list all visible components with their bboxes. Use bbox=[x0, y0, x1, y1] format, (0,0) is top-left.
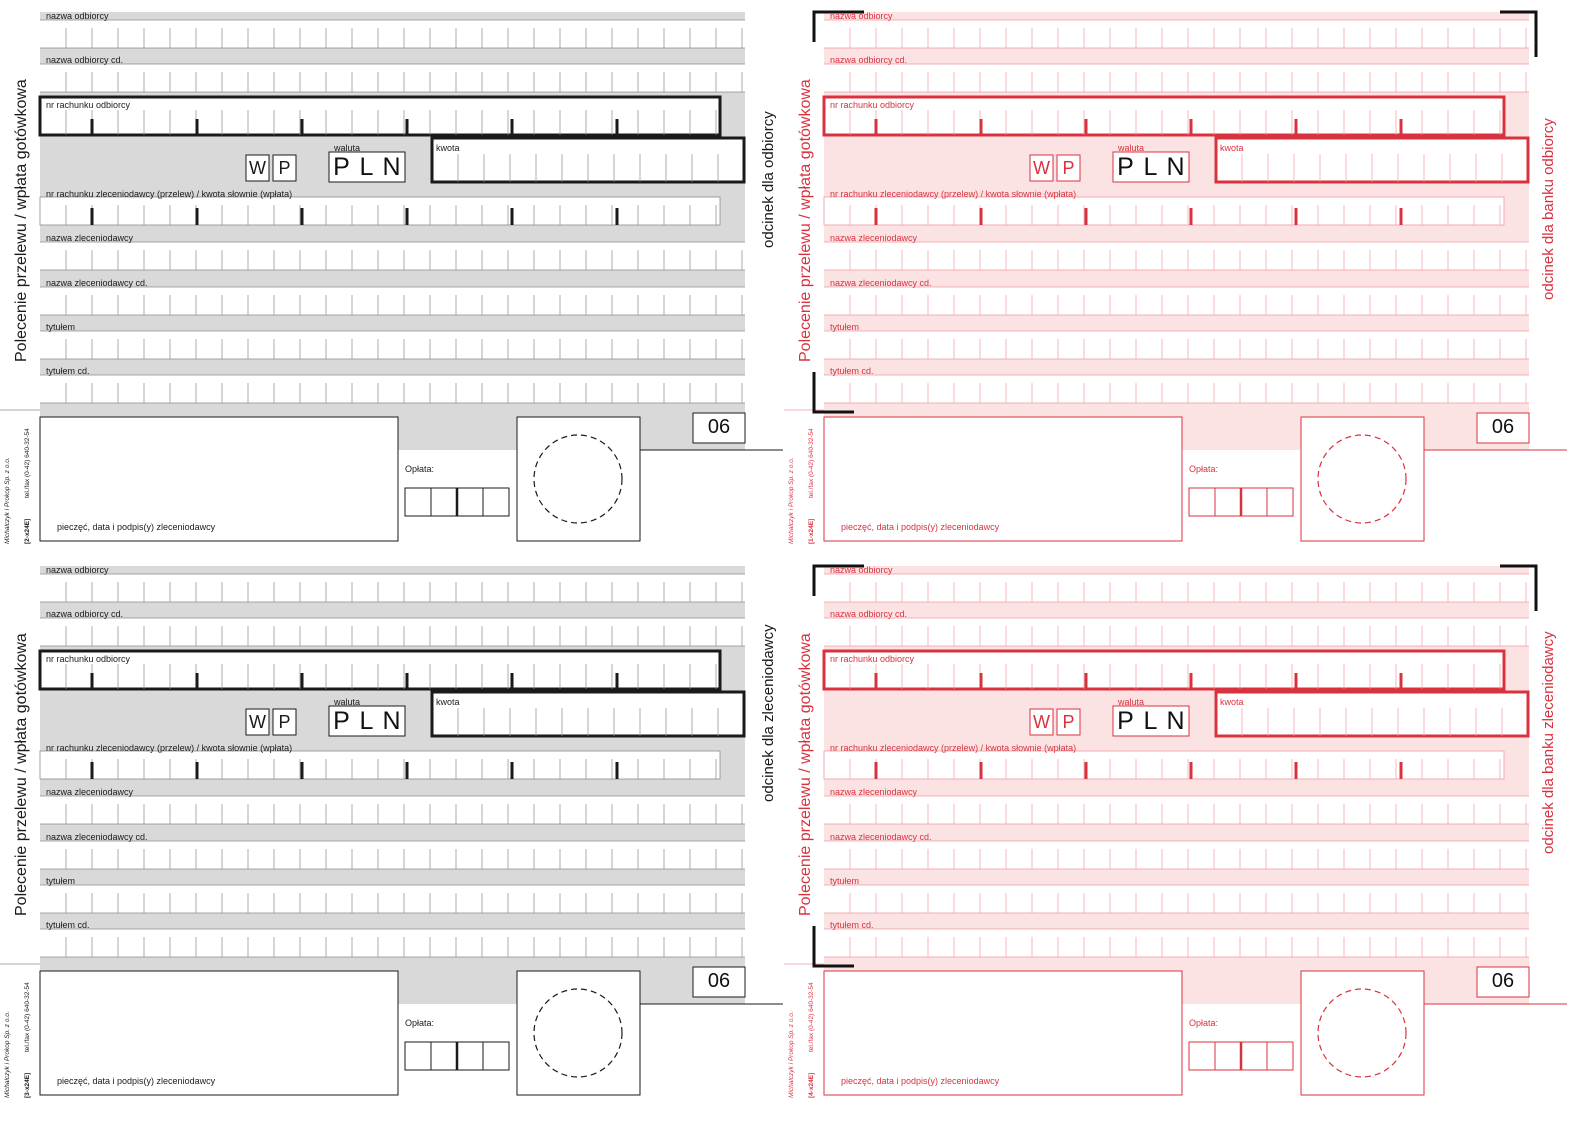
field-label: tytułem cd. bbox=[830, 920, 874, 930]
field-label: nazwa zleceniodawcy cd. bbox=[46, 278, 148, 288]
char-row bbox=[40, 618, 745, 646]
field-label: tytułem bbox=[830, 876, 860, 886]
field-label: nazwa odbiorcy bbox=[830, 11, 893, 21]
imprint-code: [4-x24E] bbox=[808, 1072, 815, 1098]
transfer-type-p[interactable]: P bbox=[278, 712, 291, 732]
transfer-type-p[interactable]: P bbox=[1062, 712, 1075, 732]
transfer-type-p[interactable]: P bbox=[278, 158, 291, 178]
field-label: nazwa odbiorcy cd. bbox=[830, 55, 908, 65]
field-label: nr rachunku odbiorcy bbox=[46, 100, 131, 110]
char-row bbox=[824, 331, 1529, 359]
form-code: 06 bbox=[1491, 416, 1515, 438]
field-label: nr rachunku odbiorcy bbox=[830, 654, 915, 664]
transfer-type-w[interactable]: W bbox=[249, 712, 266, 732]
char-row bbox=[40, 885, 745, 913]
imprint-company: Michalczyk i Prokop Sp. z o.o. bbox=[788, 1011, 795, 1098]
currency-letter: P bbox=[1117, 707, 1134, 735]
currency-letter: N bbox=[382, 153, 401, 181]
field-label: nazwa zleceniodawcy bbox=[830, 233, 918, 243]
char-row bbox=[824, 929, 1529, 957]
char-row bbox=[824, 618, 1529, 646]
fee-label: Opłata: bbox=[1189, 1018, 1219, 1028]
imprint-code: [1-x24E] bbox=[808, 518, 815, 544]
field-label: tytułem cd. bbox=[830, 366, 874, 376]
field-label: nr rachunku zleceniodawcy (przelew) / kwota słownie (wpłata) bbox=[830, 743, 1077, 753]
currency-letter: P bbox=[1117, 153, 1134, 181]
currency-letter: L bbox=[1143, 707, 1158, 735]
imprint-phone: tel./fax (0-42) 640-32-54 bbox=[24, 428, 31, 498]
field-label: nazwa zleceniodawcy cd. bbox=[830, 278, 932, 288]
currency-letter: P bbox=[333, 153, 350, 181]
form-code: 06 bbox=[707, 970, 731, 992]
char-row bbox=[40, 331, 745, 359]
field-label: nazwa zleceniodawcy bbox=[830, 787, 918, 797]
char-row bbox=[40, 287, 745, 315]
signature-label: pieczęć, data i podpis(y) zleceniodawcy bbox=[841, 522, 1000, 532]
char-row bbox=[824, 375, 1529, 403]
currency-letter: N bbox=[1166, 707, 1185, 735]
imprint-company: Michalczyk i Prokop Sp. z o.o. bbox=[4, 457, 11, 544]
transfer-type-w[interactable]: W bbox=[249, 158, 266, 178]
transfer-form bbox=[784, 554, 1580, 1116]
char-row bbox=[824, 20, 1529, 48]
char-row bbox=[40, 375, 745, 403]
field-label: tytułem cd. bbox=[46, 920, 90, 930]
currency-letter: L bbox=[359, 707, 374, 735]
currency-label: waluta bbox=[334, 143, 361, 153]
field-label: nazwa odbiorcy bbox=[46, 565, 109, 575]
amount-label: kwota bbox=[436, 697, 460, 707]
field-label: tytułem cd. bbox=[46, 366, 90, 376]
currency-letter: L bbox=[1143, 153, 1158, 181]
copy-designation: odcinek dla banku zleceniodawcy bbox=[1540, 631, 1557, 854]
imprint-phone: tel./fax (0-42) 640-32-54 bbox=[808, 428, 815, 498]
form-title: Polecenie przelewu / wpłata gotówkowa bbox=[797, 79, 814, 362]
field-label: nr rachunku odbiorcy bbox=[830, 100, 915, 110]
char-row bbox=[40, 64, 745, 92]
fee-label: Opłata: bbox=[405, 1018, 435, 1028]
transfer-type-w[interactable]: W bbox=[1033, 712, 1050, 732]
field-label: nr rachunku zleceniodawcy (przelew) / kwota słownie (wpłata) bbox=[46, 743, 293, 753]
char-row bbox=[40, 242, 745, 270]
field-label: tytułem bbox=[830, 322, 860, 332]
currency-letter: P bbox=[333, 707, 350, 735]
field-label: nazwa odbiorcy bbox=[830, 565, 893, 575]
currency-label: waluta bbox=[1118, 697, 1145, 707]
char-row bbox=[40, 929, 745, 957]
currency-letter: N bbox=[1166, 153, 1185, 181]
field-label: nazwa zleceniodawcy bbox=[46, 233, 134, 243]
imprint-code: [2-x24E] bbox=[24, 518, 31, 544]
currency-label: waluta bbox=[1118, 143, 1145, 153]
imprint-phone: tel./fax (0-42) 640-32-54 bbox=[808, 982, 815, 1052]
amount-label: kwota bbox=[1220, 143, 1244, 153]
form-code: 06 bbox=[707, 416, 731, 438]
char-row bbox=[824, 841, 1529, 869]
char-row bbox=[824, 242, 1529, 270]
field-label: nazwa zleceniodawcy cd. bbox=[830, 832, 932, 842]
transfer-type-w[interactable]: W bbox=[1033, 158, 1050, 178]
transfer-form bbox=[784, 0, 1580, 562]
char-row bbox=[824, 64, 1529, 92]
imprint-code: [3-x24E] bbox=[24, 1072, 31, 1098]
char-row bbox=[40, 574, 745, 602]
char-row bbox=[824, 574, 1529, 602]
field-label: nr rachunku odbiorcy bbox=[46, 654, 131, 664]
transfer-form bbox=[0, 554, 796, 1116]
imprint-phone: tel./fax (0-42) 640-32-54 bbox=[24, 982, 31, 1052]
currency-letter: L bbox=[359, 153, 374, 181]
form-code: 06 bbox=[1491, 970, 1515, 992]
copy-designation: odcinek dla banku odbiorcy bbox=[1540, 118, 1557, 300]
char-row bbox=[824, 885, 1529, 913]
field-label: nazwa zleceniodawcy bbox=[46, 787, 134, 797]
copy-designation: odcinek dla odbiorcy bbox=[760, 111, 777, 248]
form-title: Polecenie przelewu / wpłata gotówkowa bbox=[797, 633, 814, 916]
field-label: nazwa odbiorcy cd. bbox=[46, 609, 124, 619]
char-row bbox=[40, 841, 745, 869]
signature-label: pieczęć, data i podpis(y) zleceniodawcy bbox=[57, 1076, 216, 1086]
transfer-type-p[interactable]: P bbox=[1062, 158, 1075, 178]
field-label: nazwa odbiorcy cd. bbox=[830, 609, 908, 619]
field-label: nr rachunku zleceniodawcy (przelew) / kwota słownie (wpłata) bbox=[46, 189, 293, 199]
field-label: nazwa odbiorcy cd. bbox=[46, 55, 124, 65]
amount-label: kwota bbox=[436, 143, 460, 153]
form-title: Polecenie przelewu / wpłata gotówkowa bbox=[13, 79, 30, 362]
char-row bbox=[40, 796, 745, 824]
signature-label: pieczęć, data i podpis(y) zleceniodawcy bbox=[57, 522, 216, 532]
transfer-form bbox=[0, 0, 796, 562]
imprint-company: Michalczyk i Prokop Sp. z o.o. bbox=[4, 1011, 11, 1098]
currency-label: waluta bbox=[334, 697, 361, 707]
copy-designation: odcinek dla zleceniodawcy bbox=[760, 624, 777, 802]
char-row bbox=[824, 796, 1529, 824]
imprint-company: Michalczyk i Prokop Sp. z o.o. bbox=[788, 457, 795, 544]
field-label: nazwa odbiorcy bbox=[46, 11, 109, 21]
signature-label: pieczęć, data i podpis(y) zleceniodawcy bbox=[841, 1076, 1000, 1086]
char-row bbox=[40, 20, 745, 48]
field-label: nazwa zleceniodawcy cd. bbox=[46, 832, 148, 842]
fee-label: Opłata: bbox=[405, 464, 435, 474]
currency-letter: N bbox=[382, 707, 401, 735]
char-row bbox=[824, 287, 1529, 315]
amount-label: kwota bbox=[1220, 697, 1244, 707]
fee-label: Opłata: bbox=[1189, 464, 1219, 474]
field-label: tytułem bbox=[46, 876, 76, 886]
form-title: Polecenie przelewu / wpłata gotówkowa bbox=[13, 633, 30, 916]
field-label: nr rachunku zleceniodawcy (przelew) / kwota słownie (wpłata) bbox=[830, 189, 1077, 199]
field-label: tytułem bbox=[46, 322, 76, 332]
